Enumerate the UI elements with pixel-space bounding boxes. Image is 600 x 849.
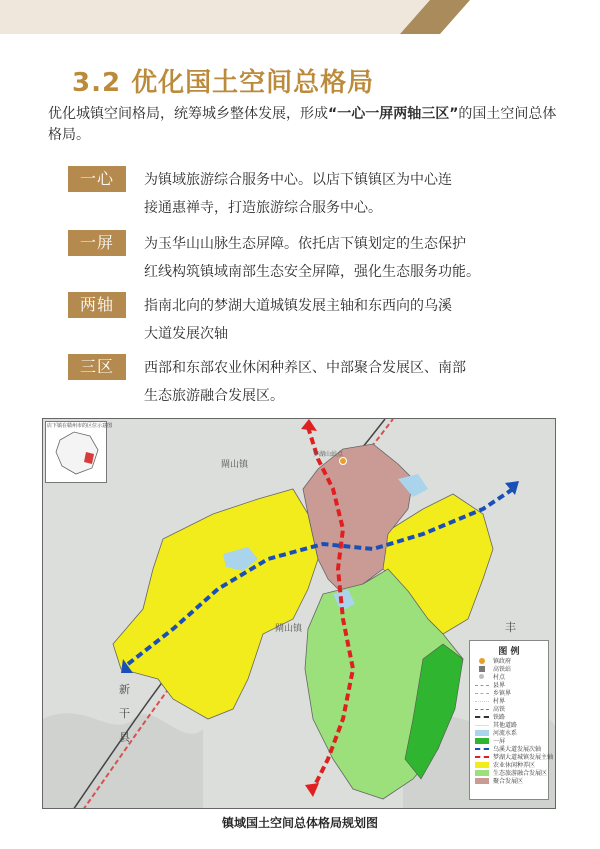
row-yixin-text — [144, 166, 564, 222]
map-label-xin: 新 — [119, 683, 130, 696]
planning-map — [42, 418, 556, 809]
map-label-gan: 干 — [119, 707, 130, 720]
tag-liangzhou: 两轴 — [68, 292, 126, 318]
tag-yixin: 一心 — [68, 166, 126, 192]
legend-swatch — [475, 756, 489, 758]
legend-label: 村界 — [493, 698, 506, 705]
tag-sanqu: 三区 — [68, 354, 126, 380]
legend-swatch — [475, 762, 489, 768]
legend-swatch — [475, 716, 489, 718]
legend-label: 村点 — [493, 674, 506, 681]
legend-swatch — [475, 701, 489, 702]
legend-swatch — [475, 770, 489, 776]
legend-swatch — [475, 778, 489, 784]
row-line: 西部和东部农业休闲种养区、中部聚合发展区、南部 — [144, 360, 466, 376]
legend-swatch — [475, 685, 489, 686]
legend-label: 一屏 — [493, 738, 506, 745]
row-line: 大道发展次轴 — [144, 326, 228, 342]
legend-swatch — [479, 666, 485, 672]
intro-text-after: 的国土空间总体格局。 — [48, 106, 557, 143]
tag-yiping: 一屏 — [68, 230, 126, 256]
legend-swatch — [479, 674, 484, 679]
row-liangzhou-text — [144, 292, 564, 348]
legend-item — [475, 777, 545, 786]
header-decor-band — [0, 0, 600, 34]
legend-label: 乡镇界 — [493, 690, 512, 697]
legend-label: 乌溪大道发展次轴 — [493, 746, 542, 753]
legend-label: 铁路 — [493, 714, 506, 721]
row-line: 指南北向的梦湖大道城镇发展主轴和东西向的乌溪 — [144, 298, 452, 314]
row-line: 红线构筑镇域南部生态安全屏障，强化生态服务功能。 — [144, 264, 480, 280]
inset-graphic — [46, 422, 108, 484]
legend-swatch — [475, 730, 489, 736]
map-label-feng: 丰 — [505, 621, 516, 634]
row-line: 为玉华山山脉生态屏障。依托店下镇划定的生态保护 — [144, 236, 466, 252]
legend-swatch — [475, 748, 489, 750]
legend-swatch — [475, 738, 489, 744]
row-sanqu-text — [144, 354, 564, 410]
legend-label: 聚合发展区 — [493, 778, 524, 785]
legend-label: 农业休闲种养区 — [493, 762, 536, 769]
location-inset-map — [45, 421, 113, 483]
intro-text-before: 优化城镇空间格局，统筹城乡整体发展，形成 — [48, 106, 328, 122]
intro-highlight: “一心一屏两轴三区” — [328, 106, 459, 122]
row-line: 接通惠禅寺，打造旅游综合服务中心。 — [144, 200, 382, 216]
legend-label: 镇政府 — [493, 658, 512, 665]
legend-label: 县界 — [493, 682, 506, 689]
map-label-lanshan: 閘山镇 — [275, 624, 303, 634]
legend-label: 梦湖大道城镇发展主轴 — [493, 754, 554, 761]
row-line: 为镇域旅游综合服务中心。以店下镇镇区为中心连 — [144, 172, 452, 188]
row-yiping-text — [144, 230, 564, 286]
legend-swatch — [475, 693, 489, 694]
map-label-station: 梦湖山站点 — [313, 451, 344, 458]
map-label-mengshan: 閘山镇 — [221, 460, 249, 470]
legend-title: 图 例 — [498, 647, 520, 657]
legend-label: 河流水系 — [493, 730, 518, 737]
row-line: 生态旅游融合发展区。 — [144, 388, 284, 404]
map-caption: 镇域国土空间总体格局规划图 — [221, 816, 378, 830]
inset-caption: 店下镇在赣州市的区位示意图 — [47, 423, 113, 429]
map-legend — [469, 640, 554, 800]
legend-swatch — [475, 725, 489, 726]
legend-swatch — [479, 658, 485, 664]
legend-label: 高铁 — [493, 706, 506, 713]
legend-label: 高铁站 — [493, 666, 512, 673]
legend-swatch — [475, 709, 489, 710]
intro-paragraph — [48, 104, 560, 146]
map-label-xian: 县 — [119, 731, 130, 744]
page-title: 3.2 优化国土空间总格局 — [72, 68, 375, 98]
legend-label: 其他道路 — [493, 722, 518, 729]
legend-label: 生态旅游融合发展区 — [493, 770, 548, 777]
